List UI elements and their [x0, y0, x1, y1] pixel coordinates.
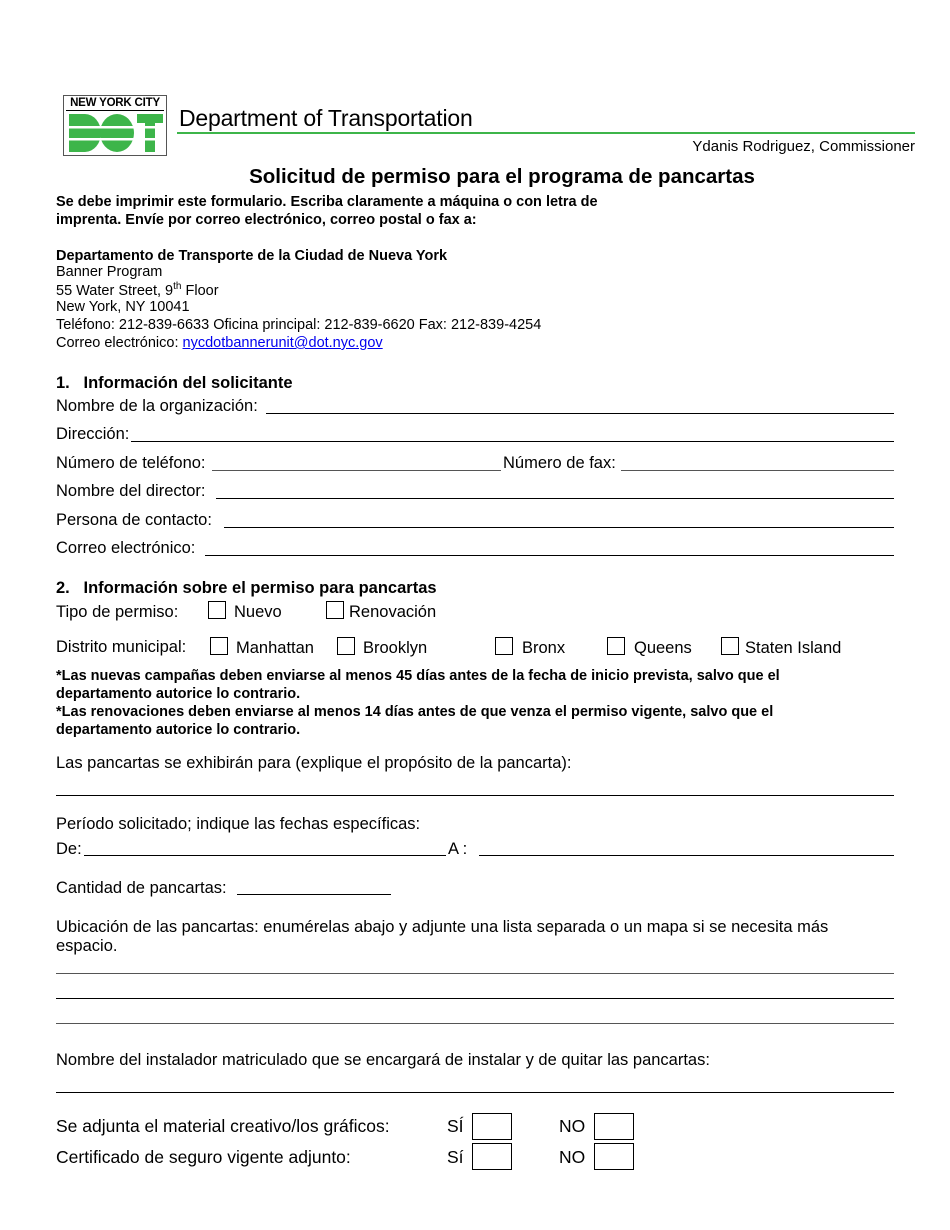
- fax-label: Número de fax:: [503, 454, 616, 472]
- permit-renewal-checkbox[interactable]: [326, 601, 344, 619]
- borough-brooklyn-label: Brooklyn: [363, 639, 428, 657]
- intro-line-2: imprenta. Envíe por correo electrónico, correo postal o fax a:: [56, 212, 477, 228]
- fax-field[interactable]: [621, 470, 894, 471]
- street-sup: th: [173, 281, 182, 292]
- email-link[interactable]: nycdotbannerunit@dot.nyc.gov: [182, 335, 383, 351]
- borough-queens-checkbox[interactable]: [607, 637, 625, 655]
- insurance-label: Certificado de seguro vigente adjunto:: [56, 1147, 351, 1167]
- borough-manhattan-label: Manhattan: [236, 639, 314, 657]
- address-label: Dirección:: [56, 425, 130, 443]
- from-label: De:: [56, 840, 82, 858]
- location-field-1[interactable]: [56, 973, 894, 974]
- insurance-no-box[interactable]: [594, 1143, 634, 1170]
- borough-bronx-label: Bronx: [522, 639, 566, 657]
- purpose-label: Las pancartas se exhibirán para (explique el propósito de la pancarta):: [56, 754, 572, 772]
- borough-queens-label: Queens: [634, 639, 692, 657]
- quantity-field[interactable]: [237, 894, 391, 895]
- address-city: New York, NY 10041: [56, 299, 190, 315]
- header-rule: [177, 132, 915, 134]
- page-title: Solicitud de permiso para el programa de pancartas: [249, 165, 755, 188]
- borough-staten-island-checkbox[interactable]: [721, 637, 739, 655]
- section2-heading: 2. Información sobre el permiso para pancartas: [56, 579, 437, 597]
- director-label: Nombre del director:: [56, 482, 206, 500]
- email-label: Correo electrónico:: [56, 335, 183, 351]
- street-part-a: 55 Water Street, 9: [56, 282, 174, 299]
- logo-bar: [66, 110, 164, 111]
- org-name-label: Nombre de la organización:: [56, 397, 258, 415]
- applicant-email-field[interactable]: [205, 555, 894, 556]
- to-label: A :: [448, 840, 468, 858]
- address-field[interactable]: [131, 441, 894, 442]
- borough-bronx-checkbox[interactable]: [495, 637, 513, 655]
- section1-heading: 1. Información del solicitante: [56, 374, 293, 392]
- quantity-label: Cantidad de pancartas:: [56, 879, 227, 897]
- location-field-2[interactable]: [56, 998, 894, 999]
- creative-no-label: NO: [559, 1116, 586, 1136]
- address-street: [56, 281, 219, 299]
- creative-label: Se adjunta el material creativo/los gráficos:: [56, 1116, 390, 1136]
- location-field-3[interactable]: [56, 1023, 894, 1024]
- period-label: Período solicitado; indique las fechas específicas:: [56, 815, 421, 833]
- purpose-field[interactable]: [56, 795, 894, 796]
- intro-line-1: Se debe imprimir este formulario. Escriba claramente a máquina o con letra de: [56, 194, 598, 210]
- org-name-field[interactable]: [266, 413, 894, 414]
- creative-no-box[interactable]: [594, 1113, 634, 1140]
- note-new-line-2: departamento autorice lo contrario.: [56, 686, 301, 702]
- note-renewal-line-1: *Las renovaciones deben enviarse al menos 14 días antes de que venza el permiso vigente, salvo que el: [56, 704, 774, 720]
- location-label-line-2: espacio.: [56, 937, 118, 955]
- creative-yes-box[interactable]: [472, 1113, 512, 1140]
- director-field[interactable]: [216, 498, 894, 499]
- insurance-yes-box[interactable]: [472, 1143, 512, 1170]
- commissioner: Ydanis Rodriguez, Commissioner: [692, 138, 915, 155]
- borough-staten-island-label: Staten Island: [745, 639, 842, 657]
- dot-logo: [63, 95, 167, 156]
- permit-new-label: Nuevo: [234, 603, 282, 621]
- phone-field[interactable]: [212, 470, 501, 471]
- contact-label: Persona de contacto:: [56, 511, 212, 529]
- creative-yes-label: SÍ: [447, 1116, 464, 1136]
- address-org: Departamento de Transporte de la Ciudad de Nueva York: [56, 248, 448, 264]
- department-name: Department of Transportation: [179, 105, 473, 131]
- to-date-field[interactable]: [479, 855, 894, 856]
- applicant-email-label: Correo electrónico:: [56, 539, 196, 557]
- borough-label: Distrito municipal:: [56, 638, 187, 656]
- permit-renewal-label: Renovación: [349, 603, 437, 621]
- insurance-no-label: NO: [559, 1147, 586, 1167]
- from-date-field[interactable]: [84, 855, 446, 856]
- installer-field[interactable]: [56, 1092, 894, 1093]
- location-label-line-1: Ubicación de las pancartas: enumérelas abajo y adjunte una lista separada o un mapa si se necesita más: [56, 918, 829, 936]
- installer-label: Nombre del instalador matriculado que se encargará de instalar y de quitar las pancartas:: [56, 1051, 710, 1069]
- permit-type-label: Tipo de permiso:: [56, 603, 179, 621]
- address-email-row: [56, 335, 383, 351]
- address-phones: Teléfono: 212-839-6633 Oficina principal: 212-839-6620 Fax: 212-839-4254: [56, 317, 542, 333]
- insurance-yes-label: Sí: [447, 1147, 464, 1167]
- address-program: Banner Program: [56, 264, 163, 280]
- borough-brooklyn-checkbox[interactable]: [337, 637, 355, 655]
- permit-new-checkbox[interactable]: [208, 601, 226, 619]
- logo-top-text: NEW YORK CITY: [70, 97, 160, 109]
- street-part-b: Floor: [181, 282, 219, 299]
- borough-manhattan-checkbox[interactable]: [210, 637, 228, 655]
- logo-dot-mark: [65, 112, 165, 154]
- phone-label: Número de teléfono:: [56, 454, 206, 472]
- note-renewal-line-2: departamento autorice lo contrario.: [56, 722, 301, 738]
- note-new-line-1: *Las nuevas campañas deben enviarse al menos 45 días antes de la fecha de inicio prevista, salvo que el: [56, 668, 780, 684]
- contact-field[interactable]: [224, 527, 894, 528]
